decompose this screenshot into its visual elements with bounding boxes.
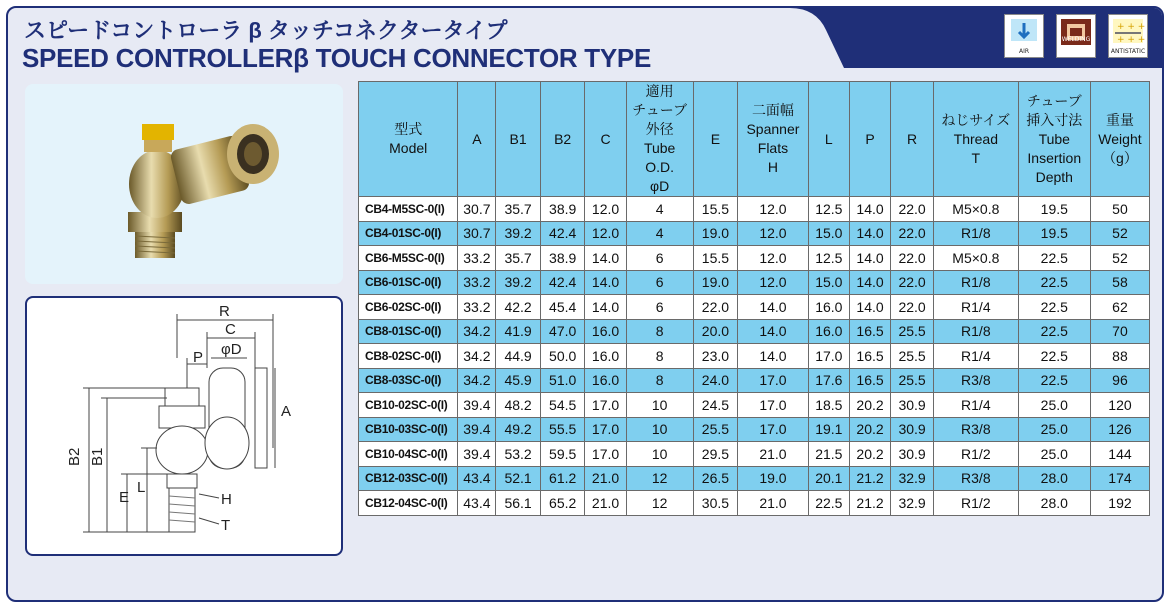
cell-a: 33.2 <box>458 270 496 295</box>
cell-c: 14.0 <box>585 246 626 271</box>
column-header-line: φD <box>650 178 670 194</box>
cell-spanner-flats: 17.0 <box>738 393 809 418</box>
cell-b2: 47.0 <box>540 319 585 344</box>
cell-b1: 52.1 <box>496 466 541 491</box>
cell-tube-od: 10 <box>626 417 693 442</box>
column-header-r <box>891 82 934 197</box>
cell-model: CB8-01SC-0(I) <box>359 319 458 344</box>
table-row <box>359 221 1150 246</box>
cell-thread: R1/2 <box>934 491 1019 516</box>
cell-r: 22.0 <box>891 270 934 295</box>
catalog-panel <box>6 6 1164 602</box>
cell-model: CB8-02SC-0(I) <box>359 344 458 369</box>
column-header-line: チューブ <box>632 102 688 118</box>
cell-tube-od: 10 <box>626 393 693 418</box>
cell-spanner-flats: 12.0 <box>738 246 809 271</box>
cell-weight: 62 <box>1090 295 1149 320</box>
cell-weight: 52 <box>1090 221 1149 246</box>
cell-spanner-flats: 21.0 <box>738 442 809 467</box>
cell-b2: 38.9 <box>540 246 585 271</box>
cell-p: 14.0 <box>849 270 890 295</box>
cell-p: 20.2 <box>849 442 890 467</box>
cell-spanner-flats: 21.0 <box>738 491 809 516</box>
cell-b2: 61.2 <box>540 466 585 491</box>
table-row <box>359 442 1150 467</box>
table-row <box>359 393 1150 418</box>
cell-r: 30.9 <box>891 417 934 442</box>
cell-spanner-flats: 14.0 <box>738 319 809 344</box>
cell-l: 12.5 <box>808 246 849 271</box>
cell-p: 14.0 <box>849 197 890 222</box>
cell-weight: 120 <box>1090 393 1149 418</box>
cell-insertion-depth: 28.0 <box>1018 466 1090 491</box>
cell-b1: 35.7 <box>496 246 541 271</box>
column-header-line: 適用 <box>645 83 674 99</box>
dim-label-R: R <box>219 303 230 320</box>
cell-p: 14.0 <box>849 221 890 246</box>
cell-model: CB10-02SC-0(I) <box>359 393 458 418</box>
cell-b2: 42.4 <box>540 270 585 295</box>
cell-thread: R1/4 <box>934 344 1019 369</box>
cell-c: 21.0 <box>585 466 626 491</box>
cell-tube-od: 12 <box>626 466 693 491</box>
cell-insertion-depth: 22.5 <box>1018 270 1090 295</box>
cell-r: 22.0 <box>891 295 934 320</box>
column-header-b2 <box>540 82 585 197</box>
column-header-line: Tube O.D. <box>643 140 676 175</box>
column-header-line: Model <box>389 140 428 156</box>
table-row <box>359 466 1150 491</box>
column-header-line: ねじサイズ <box>941 111 1011 128</box>
cell-e: 15.5 <box>693 246 738 271</box>
dim-label-D: φD <box>221 341 242 358</box>
cell-b1: 41.9 <box>496 319 541 344</box>
cell-model: CB4-M5SC-0(I) <box>359 197 458 222</box>
cell-b1: 39.2 <box>496 221 541 246</box>
cell-thread: R1/4 <box>934 393 1019 418</box>
cell-p: 21.2 <box>849 466 890 491</box>
cell-p: 20.2 <box>849 417 890 442</box>
column-header-model <box>359 82 458 197</box>
cell-b2: 42.4 <box>540 221 585 246</box>
column-header-line: B2 <box>554 130 572 147</box>
cell-e: 29.5 <box>693 442 738 467</box>
cell-l: 17.6 <box>808 368 849 393</box>
cell-e: 30.5 <box>693 491 738 516</box>
cell-weight: 88 <box>1090 344 1149 369</box>
welding-icon-label: WELDING <box>1061 36 1091 43</box>
cell-model: CB10-04SC-0(I) <box>359 442 458 467</box>
column-header-line: C <box>600 130 611 147</box>
cell-e: 26.5 <box>693 466 738 491</box>
dim-label-B2: B2 <box>66 447 83 466</box>
column-header-spanner-flats <box>738 82 809 197</box>
cell-r: 22.0 <box>891 246 934 271</box>
cell-r: 25.5 <box>891 319 934 344</box>
cell-e: 20.0 <box>693 319 738 344</box>
cell-p: 14.0 <box>849 246 890 271</box>
column-header-line: Depth <box>1035 168 1073 185</box>
cell-tube-od: 6 <box>626 270 693 295</box>
dim-label-P: P <box>193 349 204 366</box>
cell-model: CB6-M5SC-0(I) <box>359 246 458 271</box>
column-header-line: H <box>767 159 778 175</box>
column-header-line: 型式 <box>394 121 423 137</box>
cell-tube-od: 8 <box>626 368 693 393</box>
svg-text:+ + +: + + + <box>1117 35 1146 45</box>
cell-tube-od: 6 <box>626 295 693 320</box>
cell-insertion-depth: 19.5 <box>1018 221 1090 246</box>
cell-r: 30.9 <box>891 442 934 467</box>
cell-thread: R3/8 <box>934 417 1019 442</box>
cell-thread: M5×0.8 <box>934 246 1019 271</box>
cell-l: 15.0 <box>808 221 849 246</box>
cell-l: 19.1 <box>808 417 849 442</box>
cell-model: CB10-03SC-0(I) <box>359 417 458 442</box>
cell-a: 39.4 <box>458 393 496 418</box>
cell-spanner-flats: 12.0 <box>738 197 809 222</box>
column-header-line: L <box>824 130 833 147</box>
cell-c: 12.0 <box>585 221 626 246</box>
cell-p: 16.5 <box>849 368 890 393</box>
cell-b2: 38.9 <box>540 197 585 222</box>
cell-a: 39.4 <box>458 417 496 442</box>
cell-insertion-depth: 25.0 <box>1018 442 1090 467</box>
dim-label-E: E <box>119 489 130 506</box>
cell-insertion-depth: 22.5 <box>1018 246 1090 271</box>
cell-r: 22.0 <box>891 221 934 246</box>
cell-e: 19.0 <box>693 221 738 246</box>
cell-b2: 65.2 <box>540 491 585 516</box>
cell-thread: R1/8 <box>934 270 1019 295</box>
cell-e: 19.0 <box>693 270 738 295</box>
cell-b2: 54.5 <box>540 393 585 418</box>
cell-a: 30.7 <box>458 197 496 222</box>
feature-icons <box>1004 14 1148 58</box>
column-header-a <box>458 82 496 197</box>
column-header-line: E <box>710 130 721 147</box>
cell-e: 24.5 <box>693 393 738 418</box>
cell-r: 32.9 <box>891 466 934 491</box>
cell-insertion-depth: 22.5 <box>1018 368 1090 393</box>
cell-weight: 192 <box>1090 491 1149 516</box>
page-title-japanese: スピードコントローラ β タッチコネクタータイプ <box>24 18 508 43</box>
cell-weight: 174 <box>1090 466 1149 491</box>
cell-l: 17.0 <box>808 344 849 369</box>
product-photo <box>25 84 343 284</box>
cell-c: 16.0 <box>585 368 626 393</box>
cell-b1: 39.2 <box>496 270 541 295</box>
cell-insertion-depth: 25.0 <box>1018 393 1090 418</box>
column-header-line: 外径 <box>645 121 674 137</box>
cell-a: 34.2 <box>458 368 496 393</box>
column-header-e <box>693 82 738 197</box>
cell-tube-od: 8 <box>626 319 693 344</box>
cell-b1: 49.2 <box>496 417 541 442</box>
column-header-line: チューブ <box>1026 92 1082 109</box>
cell-b2: 55.5 <box>540 417 585 442</box>
cell-a: 33.2 <box>458 246 496 271</box>
cell-l: 16.0 <box>808 319 849 344</box>
cell-spanner-flats: 17.0 <box>738 417 809 442</box>
cell-r: 32.9 <box>891 491 934 516</box>
dim-label-H: H <box>221 491 232 508</box>
cell-tube-od: 12 <box>626 491 693 516</box>
cell-p: 20.2 <box>849 393 890 418</box>
cell-weight: 126 <box>1090 417 1149 442</box>
cell-e: 25.5 <box>693 417 738 442</box>
cell-b2: 51.0 <box>540 368 585 393</box>
cell-l: 22.5 <box>808 491 849 516</box>
cell-a: 39.4 <box>458 442 496 467</box>
column-header-line: 二面幅 <box>751 102 794 118</box>
cell-c: 12.0 <box>585 197 626 222</box>
cell-r: 22.0 <box>891 197 934 222</box>
cell-c: 21.0 <box>585 491 626 516</box>
cell-model: CB4-01SC-0(I) <box>359 221 458 246</box>
table-row <box>359 491 1150 516</box>
welding-icon <box>1056 14 1096 58</box>
cell-l: 15.0 <box>808 270 849 295</box>
cell-p: 14.0 <box>849 295 890 320</box>
column-header-line: B1 <box>509 130 527 147</box>
dim-label-T: T <box>221 517 231 534</box>
cell-weight: 96 <box>1090 368 1149 393</box>
cell-c: 16.0 <box>585 344 626 369</box>
cell-spanner-flats: 12.0 <box>738 270 809 295</box>
column-header-c <box>585 82 626 197</box>
header-row <box>359 82 1150 197</box>
cell-spanner-flats: 19.0 <box>738 466 809 491</box>
cell-a: 43.4 <box>458 491 496 516</box>
cell-r: 25.5 <box>891 368 934 393</box>
cell-model: CB12-04SC-0(I) <box>359 491 458 516</box>
column-header-line: R <box>907 130 918 147</box>
cell-insertion-depth: 22.5 <box>1018 295 1090 320</box>
cell-b2: 59.5 <box>540 442 585 467</box>
cell-a: 34.2 <box>458 319 496 344</box>
cell-b1: 35.7 <box>496 197 541 222</box>
cell-c: 14.0 <box>585 270 626 295</box>
cell-b2: 45.4 <box>540 295 585 320</box>
cell-model: CB8-03SC-0(I) <box>359 368 458 393</box>
cell-spanner-flats: 12.0 <box>738 221 809 246</box>
cell-insertion-depth: 22.5 <box>1018 319 1090 344</box>
cell-thread: R1/8 <box>934 319 1019 344</box>
cell-spanner-flats: 17.0 <box>738 368 809 393</box>
column-header-weight <box>1090 82 1149 197</box>
table-row <box>359 319 1150 344</box>
cell-tube-od: 6 <box>626 246 693 271</box>
column-header-line: Thread <box>953 130 998 147</box>
cell-r: 25.5 <box>891 344 934 369</box>
table-row <box>359 246 1150 271</box>
cell-l: 18.5 <box>808 393 849 418</box>
table-row <box>359 197 1150 222</box>
antistatic-icon-label: ANTISTATIC <box>1110 48 1146 55</box>
column-header-line: Tube <box>1038 130 1070 147</box>
cell-weight: 58 <box>1090 270 1149 295</box>
cell-p: 16.5 <box>849 344 890 369</box>
column-header-line: Flats <box>757 140 789 156</box>
dim-label-A: A <box>281 403 292 420</box>
dim-label-B1: B1 <box>89 447 106 466</box>
table-row <box>359 270 1150 295</box>
cell-thread: R1/4 <box>934 295 1019 320</box>
cell-thread: M5×0.8 <box>934 197 1019 222</box>
cell-c: 17.0 <box>585 417 626 442</box>
cell-r: 30.9 <box>891 393 934 418</box>
cell-weight: 144 <box>1090 442 1149 467</box>
column-header-line: Spanner <box>746 121 800 137</box>
cell-e: 22.0 <box>693 295 738 320</box>
cell-b1: 56.1 <box>496 491 541 516</box>
cell-a: 30.7 <box>458 221 496 246</box>
cell-c: 17.0 <box>585 393 626 418</box>
dim-label-L: L <box>137 479 146 496</box>
column-header-line: Insertion <box>1027 149 1082 166</box>
spec-table <box>358 81 1150 516</box>
table-row <box>359 344 1150 369</box>
cell-b1: 45.9 <box>496 368 541 393</box>
column-header-line: Weight <box>1098 130 1142 147</box>
cell-l: 12.5 <box>808 197 849 222</box>
page-title-english: SPEED CONTROLLERβ TOUCH CONNECTOR TYPE <box>22 43 652 73</box>
cell-spanner-flats: 14.0 <box>738 344 809 369</box>
cell-p: 21.2 <box>849 491 890 516</box>
cell-l: 16.0 <box>808 295 849 320</box>
spec-table-header <box>359 82 1150 197</box>
cell-e: 15.5 <box>693 197 738 222</box>
cell-thread: R3/8 <box>934 466 1019 491</box>
column-header-l <box>808 82 849 197</box>
cell-a: 43.4 <box>458 466 496 491</box>
spec-table-body <box>359 197 1150 516</box>
cell-b1: 53.2 <box>496 442 541 467</box>
column-header-insertion-depth <box>1018 82 1090 197</box>
column-header-line: A <box>472 130 482 147</box>
column-header-thread <box>934 82 1019 197</box>
cell-model: CB6-01SC-0(I) <box>359 270 458 295</box>
air-icon-label: AIR <box>1018 48 1030 55</box>
column-header-b1 <box>496 82 541 197</box>
cell-b1: 42.2 <box>496 295 541 320</box>
cell-insertion-depth: 28.0 <box>1018 491 1090 516</box>
cell-spanner-flats: 14.0 <box>738 295 809 320</box>
antistatic-icon <box>1108 14 1148 58</box>
cell-model: CB6-02SC-0(I) <box>359 295 458 320</box>
cell-tube-od: 4 <box>626 197 693 222</box>
column-header-line: 挿入寸法 <box>1026 111 1083 128</box>
air-icon <box>1004 14 1044 58</box>
cell-l: 20.1 <box>808 466 849 491</box>
cell-weight: 70 <box>1090 319 1149 344</box>
column-header-tube-od <box>626 82 693 197</box>
cell-thread: R3/8 <box>934 368 1019 393</box>
cell-tube-od: 4 <box>626 221 693 246</box>
cell-thread: R1/8 <box>934 221 1019 246</box>
cell-b2: 50.0 <box>540 344 585 369</box>
cell-p: 16.5 <box>849 319 890 344</box>
cell-c: 14.0 <box>585 295 626 320</box>
column-header-line: P <box>865 130 875 147</box>
cell-weight: 52 <box>1090 246 1149 271</box>
cell-a: 33.2 <box>458 295 496 320</box>
cell-insertion-depth: 19.5 <box>1018 197 1090 222</box>
cell-tube-od: 10 <box>626 442 693 467</box>
table-row <box>359 368 1150 393</box>
cell-model: CB12-03SC-0(I) <box>359 466 458 491</box>
column-header-line: 重量 <box>1105 111 1134 128</box>
dim-label-C: C <box>225 321 236 338</box>
table-row <box>359 417 1150 442</box>
cell-c: 16.0 <box>585 319 626 344</box>
table-row <box>359 295 1150 320</box>
cell-e: 23.0 <box>693 344 738 369</box>
dimension-diagram <box>25 296 343 556</box>
cell-e: 24.0 <box>693 368 738 393</box>
cell-b1: 44.9 <box>496 344 541 369</box>
svg-text:+ + +: + + + <box>1117 22 1146 32</box>
cell-insertion-depth: 22.5 <box>1018 344 1090 369</box>
cell-c: 17.0 <box>585 442 626 467</box>
cell-weight: 50 <box>1090 197 1149 222</box>
cell-a: 34.2 <box>458 344 496 369</box>
cell-insertion-depth: 25.0 <box>1018 417 1090 442</box>
column-header-line: T <box>971 149 981 166</box>
cell-b1: 48.2 <box>496 393 541 418</box>
cell-thread: R1/2 <box>934 442 1019 467</box>
cell-l: 21.5 <box>808 442 849 467</box>
cell-tube-od: 8 <box>626 344 693 369</box>
column-header-p <box>849 82 890 197</box>
column-header-line: （g） <box>1102 149 1138 166</box>
